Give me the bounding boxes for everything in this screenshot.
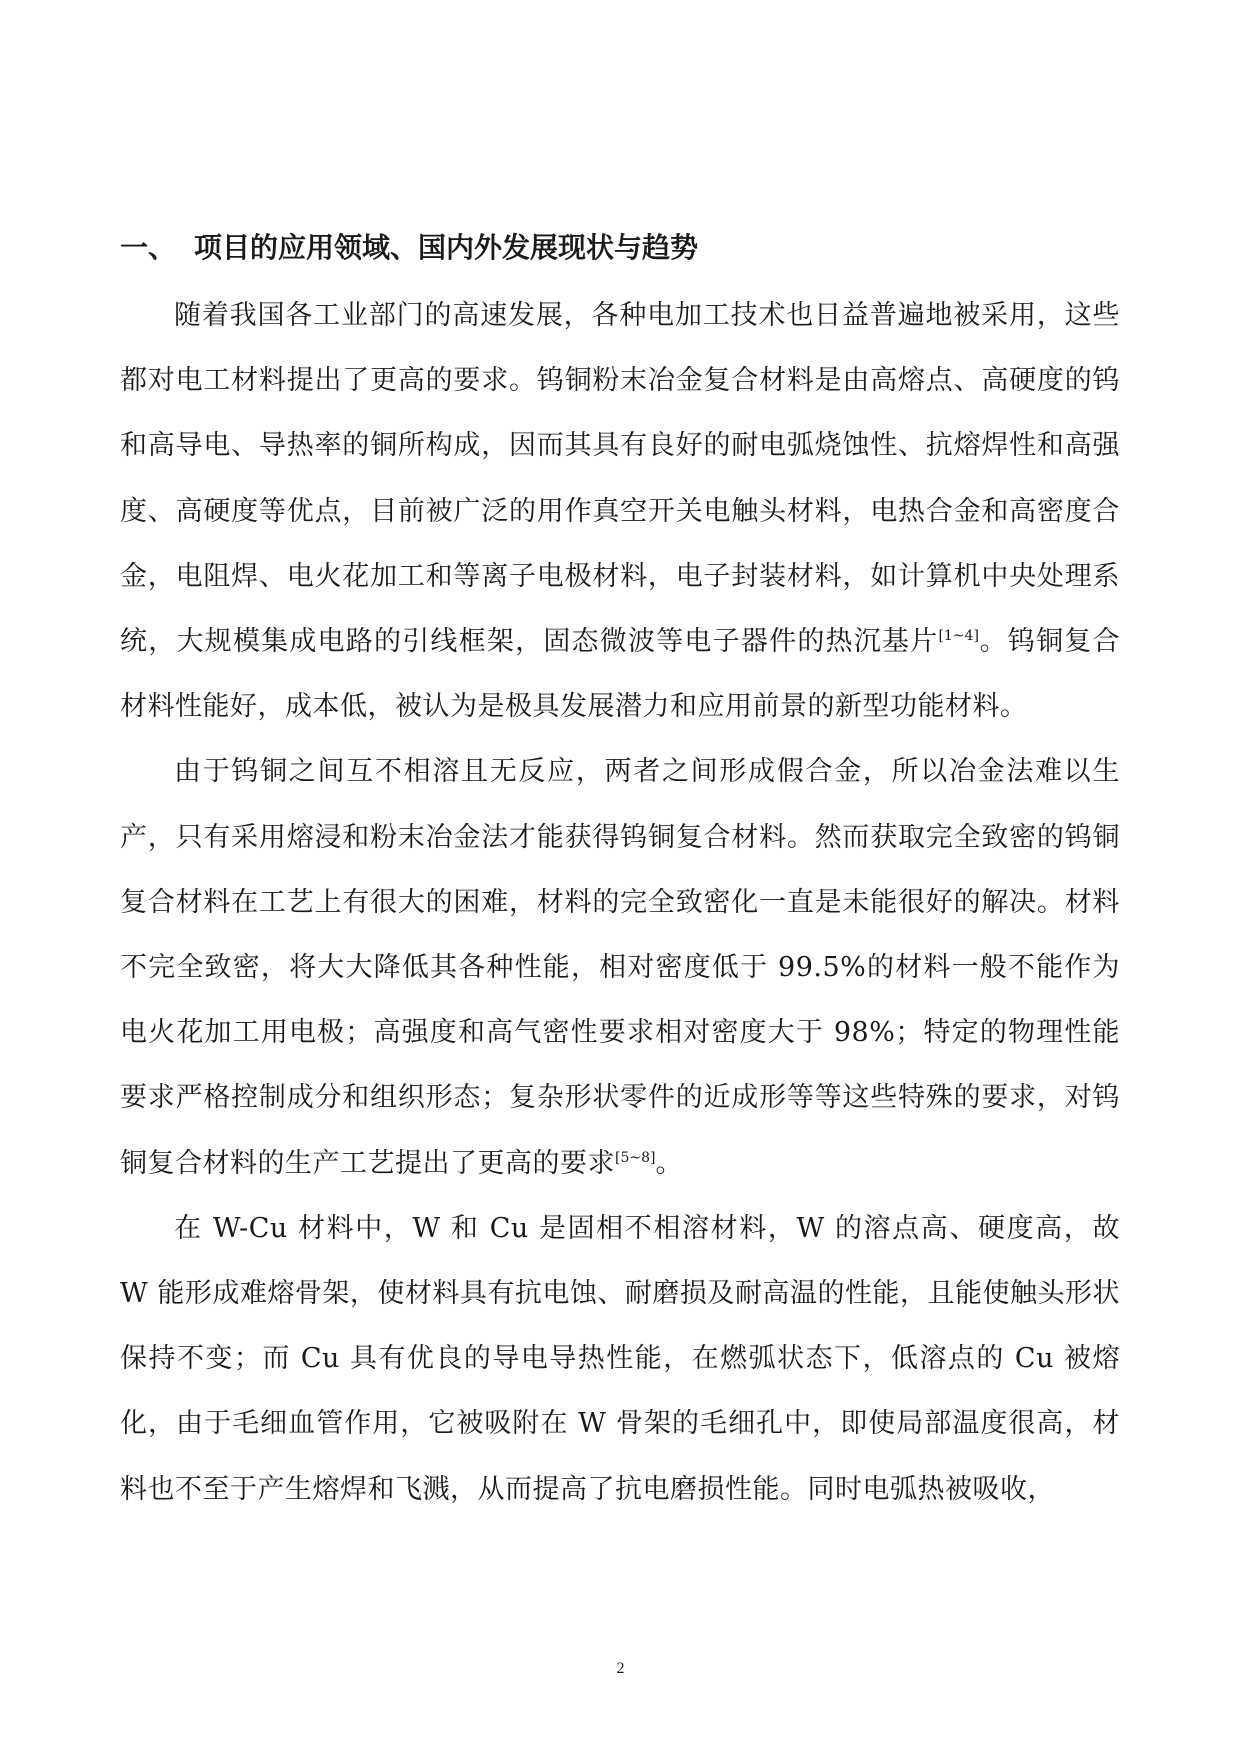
section-title: 项目的应用领域、国内外发展现状与趋势 <box>194 231 699 264</box>
paragraph-2-text: 由于钨铜之间互不相溶且无反应，两者之间形成假合金，所以冶金法难以生产，只有采用熔浸和粉末冶金法才能获得钨铜复合材料。然而获取完全致密的钨铜复合材料在工艺上有很大的困难，材料的完全致密化一直是未能很好的解决。材料不完全致密，将大大降低其各种性能，相对密度低于 99.5%的材料一般不能作为电火花加工用电极；高强度和高气密性要求相对密度大于 98%；特定的物理性能要求严格控制成分和组织形态；复杂形状零件的近成形等等这些特殊的要求，对钨铜复合材料的生产工艺提出了更高的要求 <box>120 756 1120 1179</box>
paragraph-3 <box>120 1196 1120 1522</box>
citation-1: [1~4] <box>938 628 979 645</box>
paragraph-3-text: 在 W-Cu 材料中，W 和 Cu 是固相不相溶材料，W 的溶点高、硬度高，故 W 能形成难熔骨架，使材料具有抗电蚀、耐磨损及耐高温的性能，且能使触头形状保持不变；而 Cu 具有优良的导电导热性能，在燃弧状态下，低溶点的 Cu 被熔化，由于毛细血管作用，它被吸附在 W 骨架的毛细孔中，即使局部温度很高，材料也不至于产生熔焊和飞溅，从而提高了抗电磨损性能。同时电弧热被吸收， <box>120 1212 1120 1505</box>
section-number: 一、 <box>120 231 177 264</box>
paragraph-1-text: 随着我国各工业部门的高速发展，各种电加工技术也日益普遍地被采用，这些都对电工材料提出了更高的要求。钨铜粉末冶金复合材料是由高熔点、高硬度的钨和高导电、导热率的铜所构成，因而其具有良好的耐电弧烧蚀性、抗熔焊性和高强度、高硬度等优点，目前被广泛的用作真空开关电触头材料，电热合金和高密度合金，电阻焊、电火花加工和等离子电极材料，电子封装材料，如计算机中央处理系统，大规模集成电路的引线框架，固态微波等电子器件的热沉基片 <box>120 300 1120 658</box>
paragraph-1-text-after: 。钨铜复合材料性能好，成本低，被认为是极具发展潜力和应用前景的新型功能材料。 <box>120 626 1121 723</box>
paragraph-2 <box>120 739 1120 1195</box>
body-text <box>120 283 1120 1522</box>
page-number: 2 <box>616 1660 625 1677</box>
paragraph-1 <box>120 283 1120 739</box>
paragraph-2-text-after: 。 <box>655 1147 683 1179</box>
section-heading <box>120 228 1120 268</box>
citation-2: [5~8] <box>615 1149 656 1166</box>
